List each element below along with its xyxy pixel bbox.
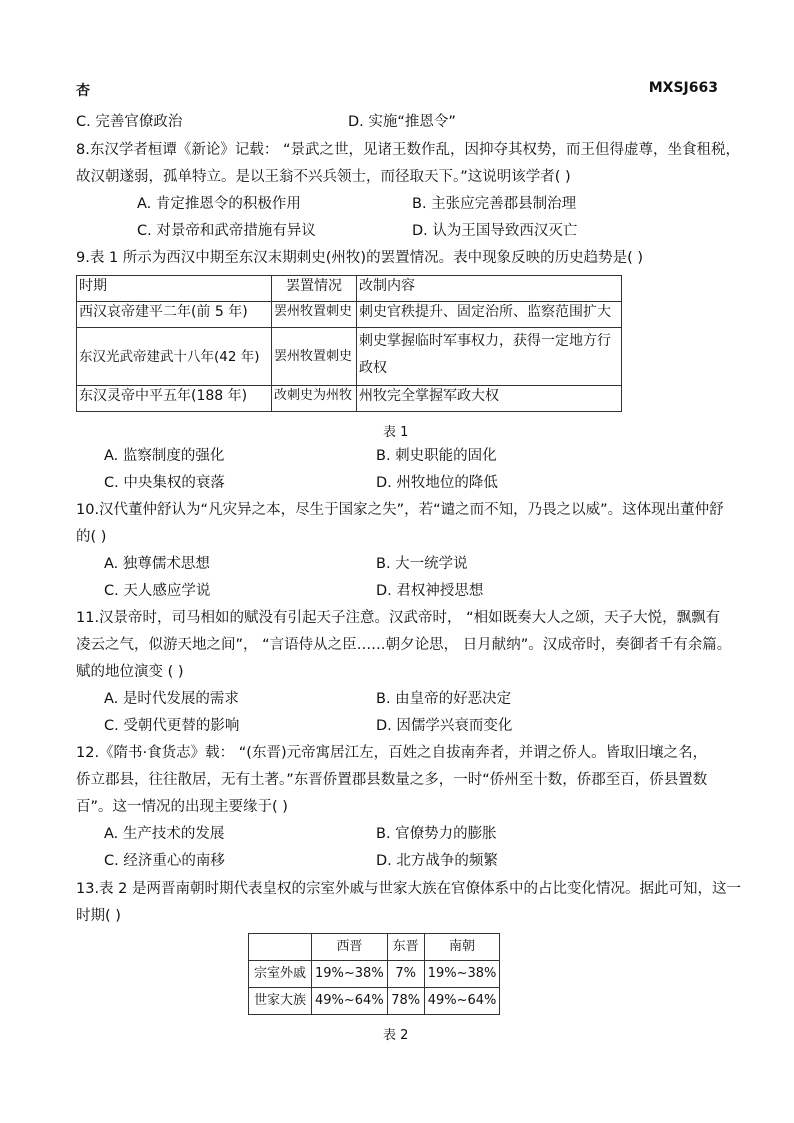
q9-option-a: A. 监察制度的强化	[104, 448, 225, 464]
table-row	[249, 988, 500, 1015]
header-mark: 杏	[76, 83, 90, 99]
q11-option-b: B. 由皇帝的好恶决定	[376, 691, 512, 707]
q8-stem-line1: 8.东汉学者桓谭《新论》记载： “景武之世，见诸王数作乱，因抑夺其权势，而王但得虚尊，坐食租税，	[76, 142, 740, 158]
table-1	[76, 275, 622, 412]
table-cell: 东汉光武帝建武十八年(42 年)	[77, 328, 272, 386]
q10-option-a: A. 独尊儒术思想	[104, 556, 210, 572]
q11-stem-line2: 凌云之气，似游天地之间”， “言语侍从之臣……朝夕论思， 日月献纳”。汉成帝时，奏御者千有余篇。	[76, 637, 732, 653]
q10-stem-line1: 10.汉代董仲舒认为“凡灾异之本，尽生于国家之失”，若“谴之而不知，乃畏之以威”。这体现出董仲舒	[76, 502, 724, 518]
q8-option-c: C. 对景帝和武帝措施有异议	[137, 223, 316, 239]
table-cell: 49%~64%	[424, 988, 500, 1015]
table-2-header-nanchao: 南朝	[424, 934, 500, 961]
table-row	[77, 386, 622, 412]
table-cell: 改刺史为州牧	[272, 386, 357, 412]
table-2	[248, 933, 500, 1015]
table-1-header-reform: 改制内容	[357, 276, 622, 302]
table-cell: 罢州牧置刺史	[272, 328, 357, 386]
table-cell: 东汉灵帝中平五年(188 年)	[77, 386, 272, 412]
q9-option-c: C. 中央集权的衰落	[104, 475, 225, 491]
table-row	[249, 961, 500, 988]
table-cell: 刺史官秩提升、固定治所、监察范围扩大	[357, 302, 622, 328]
table-cell: 49%~64%	[312, 988, 388, 1015]
q12-stem-line3: 百”。这一情况的出现主要缘于( )	[76, 799, 288, 815]
table-row	[77, 302, 622, 328]
table-1-header-status: 罢置情况	[272, 276, 357, 302]
table-1-header-period: 时期	[77, 276, 272, 302]
q12-option-b: B. 官僚势力的膨胀	[376, 826, 497, 842]
table-cell: 19%~38%	[312, 961, 388, 988]
table-2-corner	[249, 934, 312, 961]
table-cell: 州牧完全掌握军政大权	[357, 386, 622, 412]
table-row	[249, 934, 500, 961]
q8-option-b: B. 主张应完善郡县制治理	[412, 196, 577, 212]
q8-stem-line2: 故汉朝遂弱，孤单特立。是以王翁不兴兵领士，而径取天下。”这说明该学者( )	[76, 169, 571, 185]
q10-option-d: D. 君权神授思想	[376, 583, 484, 599]
q11-option-a: A. 是时代发展的需求	[104, 691, 239, 707]
table-cell: 78%	[387, 988, 424, 1015]
q7-option-c: C. 完善官僚政治	[76, 114, 183, 130]
q11-option-c: C. 受朝代更替的影响	[104, 718, 240, 734]
table-cell: 7%	[387, 961, 424, 988]
q11-option-d: D. 因儒学兴衰而变化	[376, 718, 513, 734]
table-cell: 宗室外戚	[249, 961, 312, 988]
q7-option-d: D. 实施“推恩令”	[348, 114, 456, 130]
q10-option-b: B. 大一统学说	[376, 556, 468, 572]
q9-option-d: D. 州牧地位的降低	[376, 475, 498, 491]
table-1-caption: 表 1	[383, 425, 409, 440]
q8-option-a: A. 肯定推恩令的积极作用	[137, 196, 301, 212]
table-2-header-xijin: 西晋	[312, 934, 388, 961]
table-cell: 刺史掌握临时军事权力，获得一定地方行政权	[357, 328, 622, 386]
q12-option-d: D. 北方战争的频繁	[376, 853, 498, 869]
q11-stem-line1: 11.汉景帝时，司马相如的赋没有引起天子注意。汉武帝时， “相如既奏大人之颂，天子大悦，飘飘有	[76, 610, 721, 626]
q13-stem-line2: 时期( )	[76, 908, 121, 924]
q10-option-c: C. 天人感应学说	[104, 583, 211, 599]
table-row	[77, 328, 622, 386]
q10-stem-line2: 的( )	[76, 529, 107, 545]
q12-option-c: C. 经济重心的南移	[104, 853, 225, 869]
document-code: MXSJ663	[648, 80, 718, 96]
q9-stem-line1: 9.表 1 所示为西汉中期至东汉末期刺史(州牧)的罢置情况。表中现象反映的历史趋势是( )	[76, 250, 644, 266]
table-cell: 世家大族	[249, 988, 312, 1015]
table-2-caption: 表 2	[383, 1028, 409, 1043]
q11-stem-line3: 赋的地位演变 ( )	[76, 664, 184, 680]
q9-option-b: B. 刺史职能的固化	[376, 448, 497, 464]
q12-option-a: A. 生产技术的发展	[104, 826, 225, 842]
q12-stem-line2: 侨立郡县，往往散居，无有土著。”东晋侨置郡县数量之多，一时“侨州至十数，侨郡至百，侨县置数	[76, 772, 708, 788]
table-cell: 19%~38%	[424, 961, 500, 988]
q8-option-d: D. 认为王国导致西汉灭亡	[412, 223, 578, 239]
q13-stem-line1: 13.表 2 是两晋南朝时期代表皇权的宗室外戚与世家大族在官僚体系中的占比变化情况。据此可知，这一	[76, 881, 741, 897]
table-cell: 西汉哀帝建平二年(前 5 年)	[77, 302, 272, 328]
table-cell: 罢州牧置刺史	[272, 302, 357, 328]
q12-stem-line1: 12.《隋书·食货志》载： “(东晋)元帝寓居江左，百姓之自拔南奔者，并谓之侨人。皆取旧壤之名，	[76, 745, 708, 761]
table-2-header-dongjin: 东晋	[387, 934, 424, 961]
